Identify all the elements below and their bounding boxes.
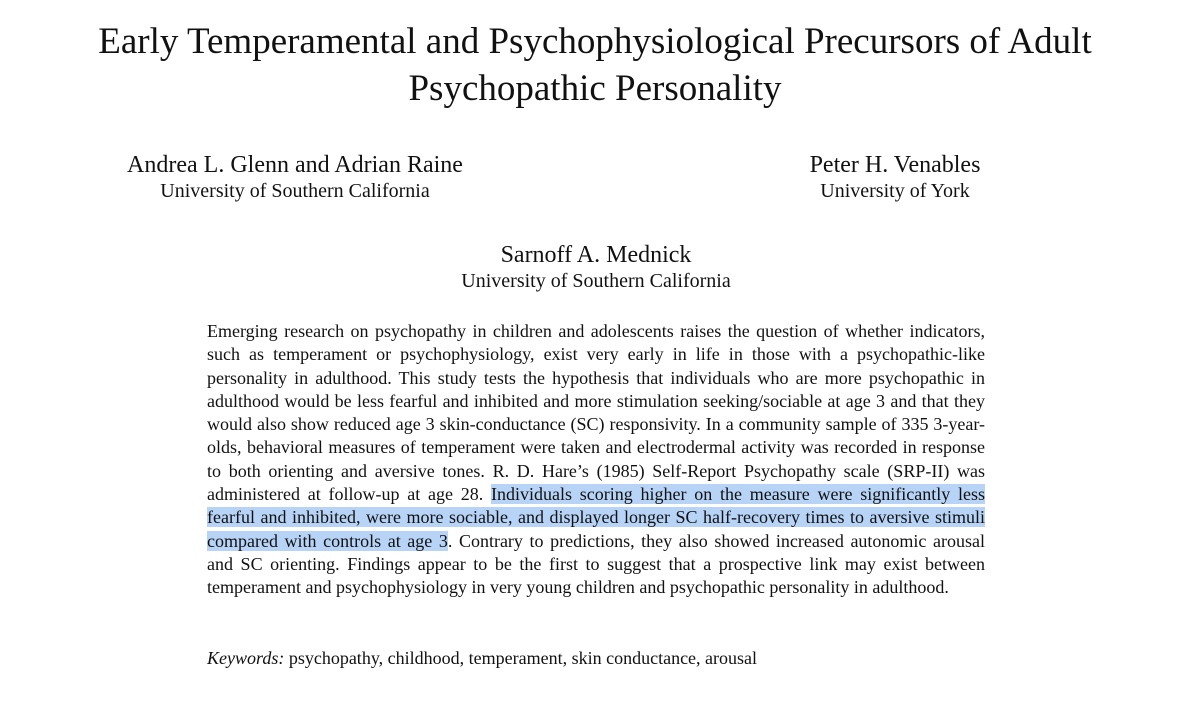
author-block-mednick [396, 241, 796, 293]
keywords-list: psychopathy, childhood, temperament, skin conductance, arousal [288, 648, 758, 668]
author-block-glenn-raine [95, 151, 495, 203]
keywords-line [207, 647, 985, 670]
highlighted-selection[interactable]: Individuals scoring higher on the measure were significantly less fearful and inhibited, were more sociable, and displayed longer SC half-recovery times to aversive stimuli compared with controls at age 3 [207, 484, 985, 551]
abstract-text-before-highlight[interactable]: Emerging research on psychopathy in children and adolescents raises the question of whether indicators, such as temperament or psychophysiology, exist very early in life in those with a psychopathic-like personality in adulthood. This study tests the hypothesis that individuals who are more psychopathic in adulthood would be less fearful and inhibited and more stimulation seeking/sociable at age 3 and that they would also show reduced age 3 skin-conductance (SC) responsivity. In a community sample of 335 3-year-olds, behavioral measures of temperament were taken and electrodermal activity was recorded in response to both orienting and aversive tones. R. D. Hare’s (1985) Self-Report Psychopathy scale (SRP-II) was administered at follow-up at age 28. [207, 321, 985, 505]
author-name: Andrea L. Glenn and Adrian Raine [127, 152, 463, 178]
author-affiliation: University of Southern California [160, 180, 430, 202]
author-affiliation: University of Southern California [461, 270, 731, 292]
keywords-label: Keywords: [207, 648, 285, 668]
author-block-venables [765, 151, 1025, 203]
author-name: Sarnoff A. Mednick [500, 242, 692, 268]
author-name: Peter H. Venables [809, 152, 981, 178]
paper-title: Early Temperamental and Psychophysiological Precursors of Adult Psychopathic Personality [98, 21, 1092, 109]
author-affiliation: University of York [820, 180, 970, 202]
abstract-text-after-highlight[interactable]: . Contrary to predictions, they also showed increased autonomic arousal and SC orienting. Findings appear to be the first to suggest that a prospective link may exist between temperament and psychophysiology in very young children and psychopathic personality in adulthood. [207, 530, 985, 598]
abstract-paragraph[interactable] [207, 320, 985, 600]
